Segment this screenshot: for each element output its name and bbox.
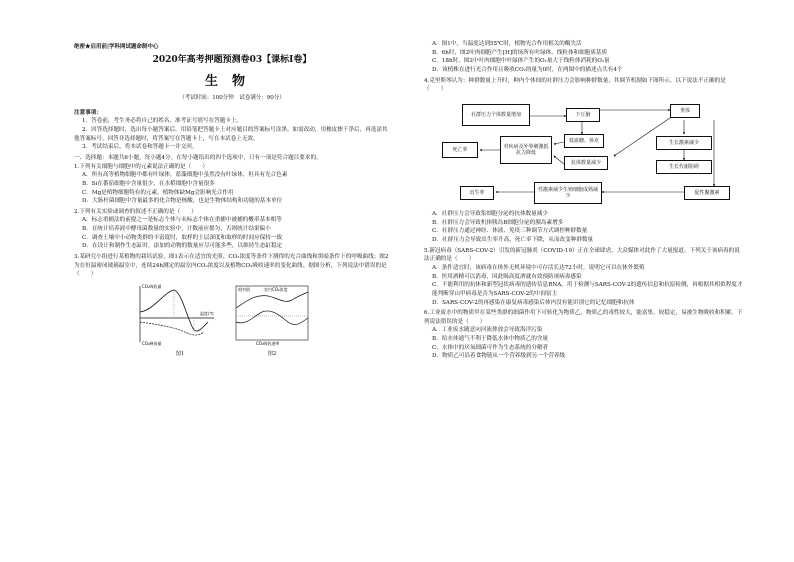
option: D．该植株在进行光合作用且吸收CO₂的量为0时，在两图中的描述点共有4个 <box>432 66 623 73</box>
box-birth-rate: 出生率 <box>460 186 494 200</box>
box-growth-block: 生长代谢阻碍 <box>656 160 712 174</box>
notice-heading: 注意事项： <box>74 109 102 116</box>
figure-1 <box>134 282 226 358</box>
option: C．18h时，图2中叶肉细胞中叶绿体产生的O₂量大于线粒体消耗的O₂量 <box>432 58 610 65</box>
option: B．社群压力会导致机体胰岛B细胞分泌的胰岛素增多 <box>432 219 564 226</box>
question-stem: 3.某研究小组进行某植物的栽培试验，图1表示在适宜的光照、CO₂浓度等条件下测得的光合曲线和黑暗条件下的呼吸曲线；图2为在恒温密闭玻璃温室中，连续24h测定的温室内CO₂浓度以及植物CO₂吸收速率的变化曲线。据图分析，下列说法中错误的是（ ） <box>74 254 389 278</box>
exam-meta: （考试时间：100分钟 试卷满分：90分） <box>179 95 285 102</box>
box-death-rate: 死亡率 <box>442 142 478 158</box>
option: C．调查土壤中小动物类群的丰富度时，取样的土层深度和取样的时间应保持一致 <box>82 234 283 241</box>
figure-1-caption: 图1 <box>175 350 185 357</box>
fig2-legend-2: 室内CO₂浓度 <box>264 287 288 293</box>
notice-item: 2．回答选择题时，选出每小题答案后，用铅笔把答题卡上对应题目的答案标号涂黑。如需改动，用橡皮擦干净后，再选涂其他答案标号。回答非选择题时，将答案写在答题卡上，写在本试卷上无效。 <box>74 126 388 142</box>
option: C．不能利用的抗体和新型冠状病毒的遗传信息RNA，用于检测与SARS-COV-2的遗传信息和抗原检测，再根据其相似程度才能判断穿山甲病毒是否为SARS-COV-2的中间宿主 <box>432 282 743 297</box>
figure-2 <box>232 282 312 358</box>
option: C．水体中的厌氧细菌可作为生态系统的分解者 <box>432 344 549 351</box>
option: A．图1中，当温度达到55℃时，植物光合作用相关的酶失活 <box>432 41 582 47</box>
option: B．给水体通气不利于降低水体中物质乙的含量 <box>432 336 548 343</box>
fig1-xlabel: CO₂释放量 <box>142 341 162 347</box>
option: D．在设计和制作生态缸时，添加的动物的数量应尽可能多些，以维持生态缸稳定 <box>82 243 283 250</box>
box-sex-hormone: 性激素减少生殖细胞成熟减少 <box>534 182 602 204</box>
question-stem: 6.工业废水中的物质甲在某些类群的细菌作用下可转化为物质乙，物质乙的毒性较大，能富集，较稳定，易被生物吸收和积累。下列说法错误的是（ ） <box>424 310 743 325</box>
left-column <box>74 38 390 358</box>
option: D．大肠杆菌细胞中含量最多的化合物是核酸，也是生物体结构和功能的基本单位 <box>82 198 283 205</box>
figure-2-caption: 图2 <box>267 350 277 357</box>
box-social-pressure: 社群压力个体数量增加 <box>462 104 530 126</box>
regulation-flowchart <box>434 98 734 208</box>
box-gh-decrease: 生长激素减少 <box>656 136 712 150</box>
question-stem: 2.下列有关实验或调查的叙述不正确的是（ ） <box>74 208 197 215</box>
fig1-ylabel: CO₂吸收量 <box>142 284 162 290</box>
option: A．条件适宜时，该病毒在体外无机环境中可存活长达72小时，说明它可以在体外繁殖 <box>432 264 645 271</box>
option: C．社群压力通过神经、体液、免疫三种调节方式调控种群数量 <box>432 228 588 235</box>
fig1-note: 温度/℃ <box>200 311 214 317</box>
question-stem: 1.下列有关细胞与细胞中的元素说法正确的是（ ） <box>74 163 208 170</box>
box-gonadotropin: 促性腺激素 <box>684 186 730 200</box>
question-stem: 4.克里斯琴认为：种群数量上升时，种内个体间的社群压力会影响种群数量，其调节机制如下图所示，以下说法不正确的是（ ） <box>424 77 726 93</box>
box-antibody: 抗体数量减少 <box>564 156 608 170</box>
option: D．SARS-COV-2的再感染在康复病毒感染后体内没有能识别它的记忆细胞和抗体 <box>432 299 635 306</box>
question-stem: 5.新冠病毒（SARS-COV-2）引发的新冠肺炎（COVID-19）正在全球肆虐，大众媒体对此作了大量报道。下列关于该病毒的说法正确的是（ ） <box>424 247 740 263</box>
option: A．所有高等植物细胞中都有叶绿体，蓝藻细胞中虽然没有叶绿体，但具有光合色素 <box>82 172 288 179</box>
option: A．标志重捕法的前提之一是标志个体与未标志个体在重捕中被捕的概率基本相等 <box>82 217 282 224</box>
subject-title: 生物 <box>204 73 259 89</box>
figure-2-graph <box>232 282 312 346</box>
right-column <box>424 40 744 361</box>
exam-title: 2020年高考押题预测卷03【课标Ⅰ卷】 <box>152 55 312 65</box>
option: B．6h时，图2叶肉细胞产生[H]的场所有叶绿体、线粒体和细胞质基质 <box>432 49 608 56</box>
option: B．医用酒精可以消毒，因此喝高度酒就有效预防该病毒感染 <box>432 273 582 280</box>
box-pituitary: 垂体 <box>670 104 700 118</box>
option: A．社群压力会导致浆细胞分泌的抗体数量减少 <box>432 210 548 217</box>
box-hypothalamus: 下丘脑 <box>566 108 600 122</box>
notice-item: 3．考试结束后，将本试卷和答题卡一并交回。 <box>82 144 198 151</box>
figure-row <box>74 282 390 358</box>
fig2-legend-1: 相对值 <box>238 287 250 293</box>
option: B．Si在番茄细胞中含量很少，在水稻细胞中含量很多 <box>82 180 215 187</box>
option: B．在统计培养液中酵母菌数量的实验中，计数前应摇匀，否则统计结果偏小 <box>82 226 271 233</box>
secret-label: 绝密★启用前|学科网试题命制中心 <box>74 44 159 50</box>
option: D．物质乙可沿着食物链从一个营养级到另一个营养级 <box>432 353 566 360</box>
box-hypoglycemia: 低血糖、休克 <box>564 134 604 148</box>
option: C．Mg是植物细胞特有的元素，植物体缺Mg会影响光合作用 <box>82 189 234 196</box>
fig2-xlabel: CO₂吸收速率 <box>256 341 280 347</box>
option: D．社群压力会导致出生率升高，死亡率下降，从而改变种群数量 <box>432 236 594 243</box>
notice-item: 1．答卷前，考生务必将自己的姓名、准考证号填写在答题卡上。 <box>82 118 243 125</box>
option: A．工业废水随意向河流排放会导致海洋污染 <box>432 327 543 334</box>
box-resistance: 对疾病及外界刺激抵抗力降低 <box>500 136 552 164</box>
figure-1-graph <box>134 282 226 346</box>
section-heading: 一、选择题：本题共6小题，每小题4分。在每小题给出的四个选项中，只有一项是符合题目要求的。 <box>74 154 322 161</box>
